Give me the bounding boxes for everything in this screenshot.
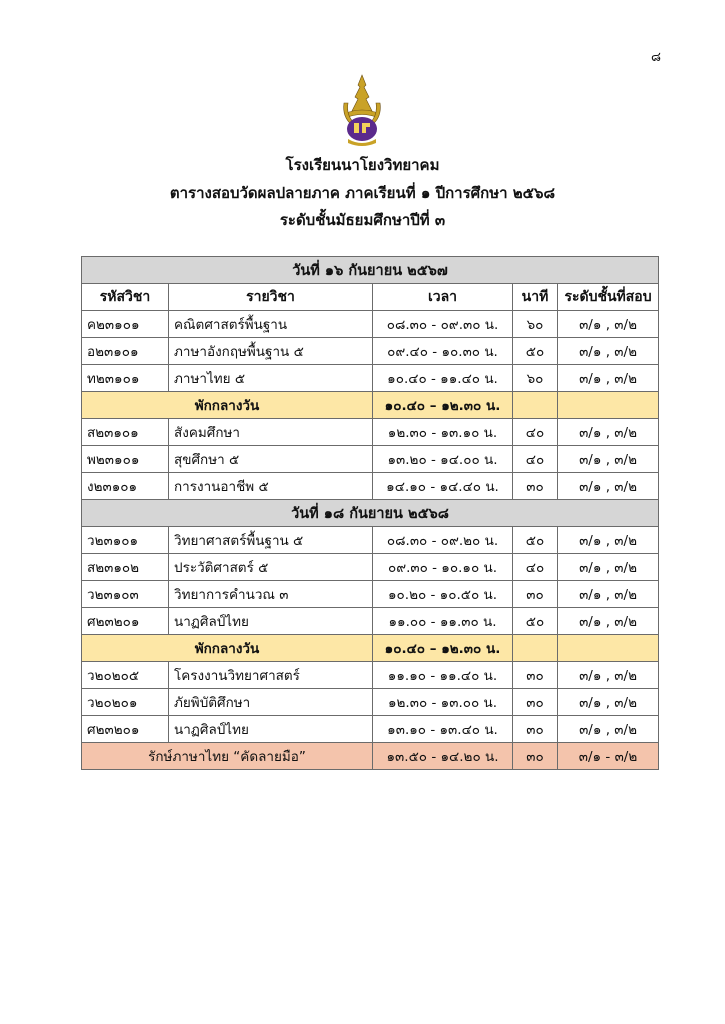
table-row [82, 608, 659, 635]
exam-schedule-table [81, 256, 659, 770]
exam-minutes: ๔๐ [513, 446, 558, 473]
lunch-break-row [82, 392, 659, 419]
exam-level: ๓/๑ , ๓/๒ [558, 527, 659, 554]
subject-name: ภาษาอังกฤษพื้นฐาน ๕ [169, 338, 373, 365]
column-header: เวลา [373, 284, 513, 311]
handwriting-label: รักษ์ภาษาไทย “คัดลายมือ” [82, 743, 373, 770]
exam-time: ๐๙.๓๐ - ๑๐.๑๐ น. [373, 554, 513, 581]
subject-code: ว๒๐๒๐๕ [82, 662, 169, 689]
exam-level: ๓/๑ , ๓/๒ [558, 608, 659, 635]
exam-time: ๑๒.๓๐ - ๑๓.๑๐ น. [373, 419, 513, 446]
empty-cell [558, 392, 659, 419]
exam-level: ๓/๑ , ๓/๒ [558, 419, 659, 446]
exam-level: ๓/๑ - ๓/๒ [558, 743, 659, 770]
subject-name: ภาษาไทย ๕ [169, 365, 373, 392]
exam-minutes: ๕๐ [513, 527, 558, 554]
column-header: นาที [513, 284, 558, 311]
exam-level: ๓/๑ , ๓/๒ [558, 446, 659, 473]
subject-code: ว๒๐๒๐๑ [82, 689, 169, 716]
exam-time: ๑๑.๐๐ - ๑๑.๓๐ น. [373, 608, 513, 635]
lunch-break-row [82, 635, 659, 662]
exam-level: ๓/๑ , ๓/๒ [558, 662, 659, 689]
empty-cell [513, 392, 558, 419]
subject-code: ศ๒๓๒๐๑ [82, 716, 169, 743]
subject-name: การงานอาชีพ ๕ [169, 473, 373, 500]
table-row [82, 689, 659, 716]
column-header: ระดับชั้นที่สอบ [558, 284, 659, 311]
subject-code: ค๒๓๑๐๑ [82, 311, 169, 338]
grade-level: ระดับชั้นมัธยมศึกษาปีที่ ๓ [279, 211, 446, 229]
lunch-break-time: ๑๐.๔๐ – ๑๒.๓๐ น. [373, 392, 513, 419]
table-row [82, 311, 659, 338]
table-row [82, 365, 659, 392]
exam-minutes: ๓๐ [513, 689, 558, 716]
exam-time: ๑๒.๓๐ - ๑๓.๐๐ น. [373, 689, 513, 716]
day-header: วันที่ ๑๘ กันยายน ๒๕๖๘ [82, 500, 659, 527]
day-header: วันที่ ๑๖ กันยายน ๒๕๖๗ [82, 257, 659, 284]
subject-code: อ๒๓๑๐๑ [82, 338, 169, 365]
table-row [82, 527, 659, 554]
exam-minutes: ๓๐ [513, 716, 558, 743]
document-title: ตารางสอบวัดผลปลายภาค ภาคเรียนที่ ๑ ปีการศึกษา ๒๕๖๘ [169, 184, 556, 202]
lunch-break-time: ๑๐.๔๐ – ๑๒.๓๐ น. [373, 635, 513, 662]
subject-code: ส๒๓๑๐๒ [82, 554, 169, 581]
exam-time: ๐๙.๔๐ - ๑๐.๓๐ น. [373, 338, 513, 365]
exam-minutes: ๖๐ [513, 365, 558, 392]
exam-minutes: ๕๐ [513, 608, 558, 635]
exam-minutes: ๓๐ [513, 743, 558, 770]
table-row [82, 446, 659, 473]
day-header-row [82, 257, 659, 284]
subject-name: สุขศึกษา ๕ [169, 446, 373, 473]
table-row [82, 473, 659, 500]
table-row [82, 662, 659, 689]
subject-code: ท๒๓๑๐๑ [82, 365, 169, 392]
day-header-row [82, 500, 659, 527]
column-header: รายวิชา [169, 284, 373, 311]
empty-cell [513, 635, 558, 662]
subject-name: โครงงานวิทยาศาสตร์ [169, 662, 373, 689]
exam-minutes: ๕๐ [513, 338, 558, 365]
exam-level: ๓/๑ , ๓/๒ [558, 473, 659, 500]
table-row [82, 716, 659, 743]
subject-name: ภัยพิบัติศึกษา [169, 689, 373, 716]
exam-time: ๐๘.๓๐ - ๐๙.๓๐ น. [373, 311, 513, 338]
exam-level: ๓/๑ , ๓/๒ [558, 689, 659, 716]
subject-name: สังคมศึกษา [169, 419, 373, 446]
column-header-row [82, 284, 659, 311]
subject-code: ง๒๓๑๐๑ [82, 473, 169, 500]
handwriting-row [82, 743, 659, 770]
subject-name: คณิตศาสตร์พื้นฐาน [169, 311, 373, 338]
subject-code: ว๒๓๑๐๓ [82, 581, 169, 608]
exam-minutes: ๔๐ [513, 419, 558, 446]
school-name: โรงเรียนนาโยงวิทยาคม [285, 156, 440, 174]
exam-time: ๑๑.๑๐ - ๑๑.๔๐ น. [373, 662, 513, 689]
exam-level: ๓/๑ , ๓/๒ [558, 338, 659, 365]
table-row [82, 419, 659, 446]
subject-code: ศ๒๓๒๐๑ [82, 608, 169, 635]
exam-level: ๓/๑ , ๓/๒ [558, 365, 659, 392]
subject-name: วิทยาศาสตร์พื้นฐาน ๕ [169, 527, 373, 554]
exam-time: ๑๐.๒๐ - ๑๐.๕๐ น. [373, 581, 513, 608]
exam-time: ๑๓.๕๐ - ๑๔.๒๐ น. [373, 743, 513, 770]
column-header: รหัสวิชา [82, 284, 169, 311]
exam-level: ๓/๑ , ๓/๒ [558, 716, 659, 743]
table-row [82, 581, 659, 608]
exam-minutes: ๓๐ [513, 473, 558, 500]
school-logo [340, 73, 384, 147]
exam-level: ๓/๑ , ๓/๒ [558, 581, 659, 608]
exam-time: ๐๘.๓๐ - ๐๙.๒๐ น. [373, 527, 513, 554]
table-row [82, 338, 659, 365]
lunch-break-label: พักกลางวัน [82, 635, 373, 662]
subject-code: พ๒๓๑๐๑ [82, 446, 169, 473]
empty-cell [558, 635, 659, 662]
exam-time: ๑๔.๑๐ - ๑๔.๔๐ น. [373, 473, 513, 500]
exam-minutes: ๓๐ [513, 662, 558, 689]
subject-name: วิทยาการคำนวณ ๓ [169, 581, 373, 608]
exam-time: ๑๐.๔๐ - ๑๑.๔๐ น. [373, 365, 513, 392]
page-number: ๘ [650, 50, 661, 65]
exam-level: ๓/๑ , ๓/๒ [558, 311, 659, 338]
exam-level: ๓/๑ , ๓/๒ [558, 554, 659, 581]
lunch-break-label: พักกลางวัน [82, 392, 373, 419]
exam-minutes: ๖๐ [513, 311, 558, 338]
subject-name: นาฏศิลป์ไทย [169, 716, 373, 743]
subject-code: ว๒๓๑๐๑ [82, 527, 169, 554]
exam-minutes: ๔๐ [513, 554, 558, 581]
subject-name: ประวัติศาสตร์ ๕ [169, 554, 373, 581]
exam-time: ๑๓.๒๐ - ๑๔.๐๐ น. [373, 446, 513, 473]
subject-name: นาฏศิลป์ไทย [169, 608, 373, 635]
table-row [82, 554, 659, 581]
exam-minutes: ๓๐ [513, 581, 558, 608]
subject-code: ส๒๓๑๐๑ [82, 419, 169, 446]
exam-time: ๑๓.๑๐ - ๑๓.๔๐ น. [373, 716, 513, 743]
